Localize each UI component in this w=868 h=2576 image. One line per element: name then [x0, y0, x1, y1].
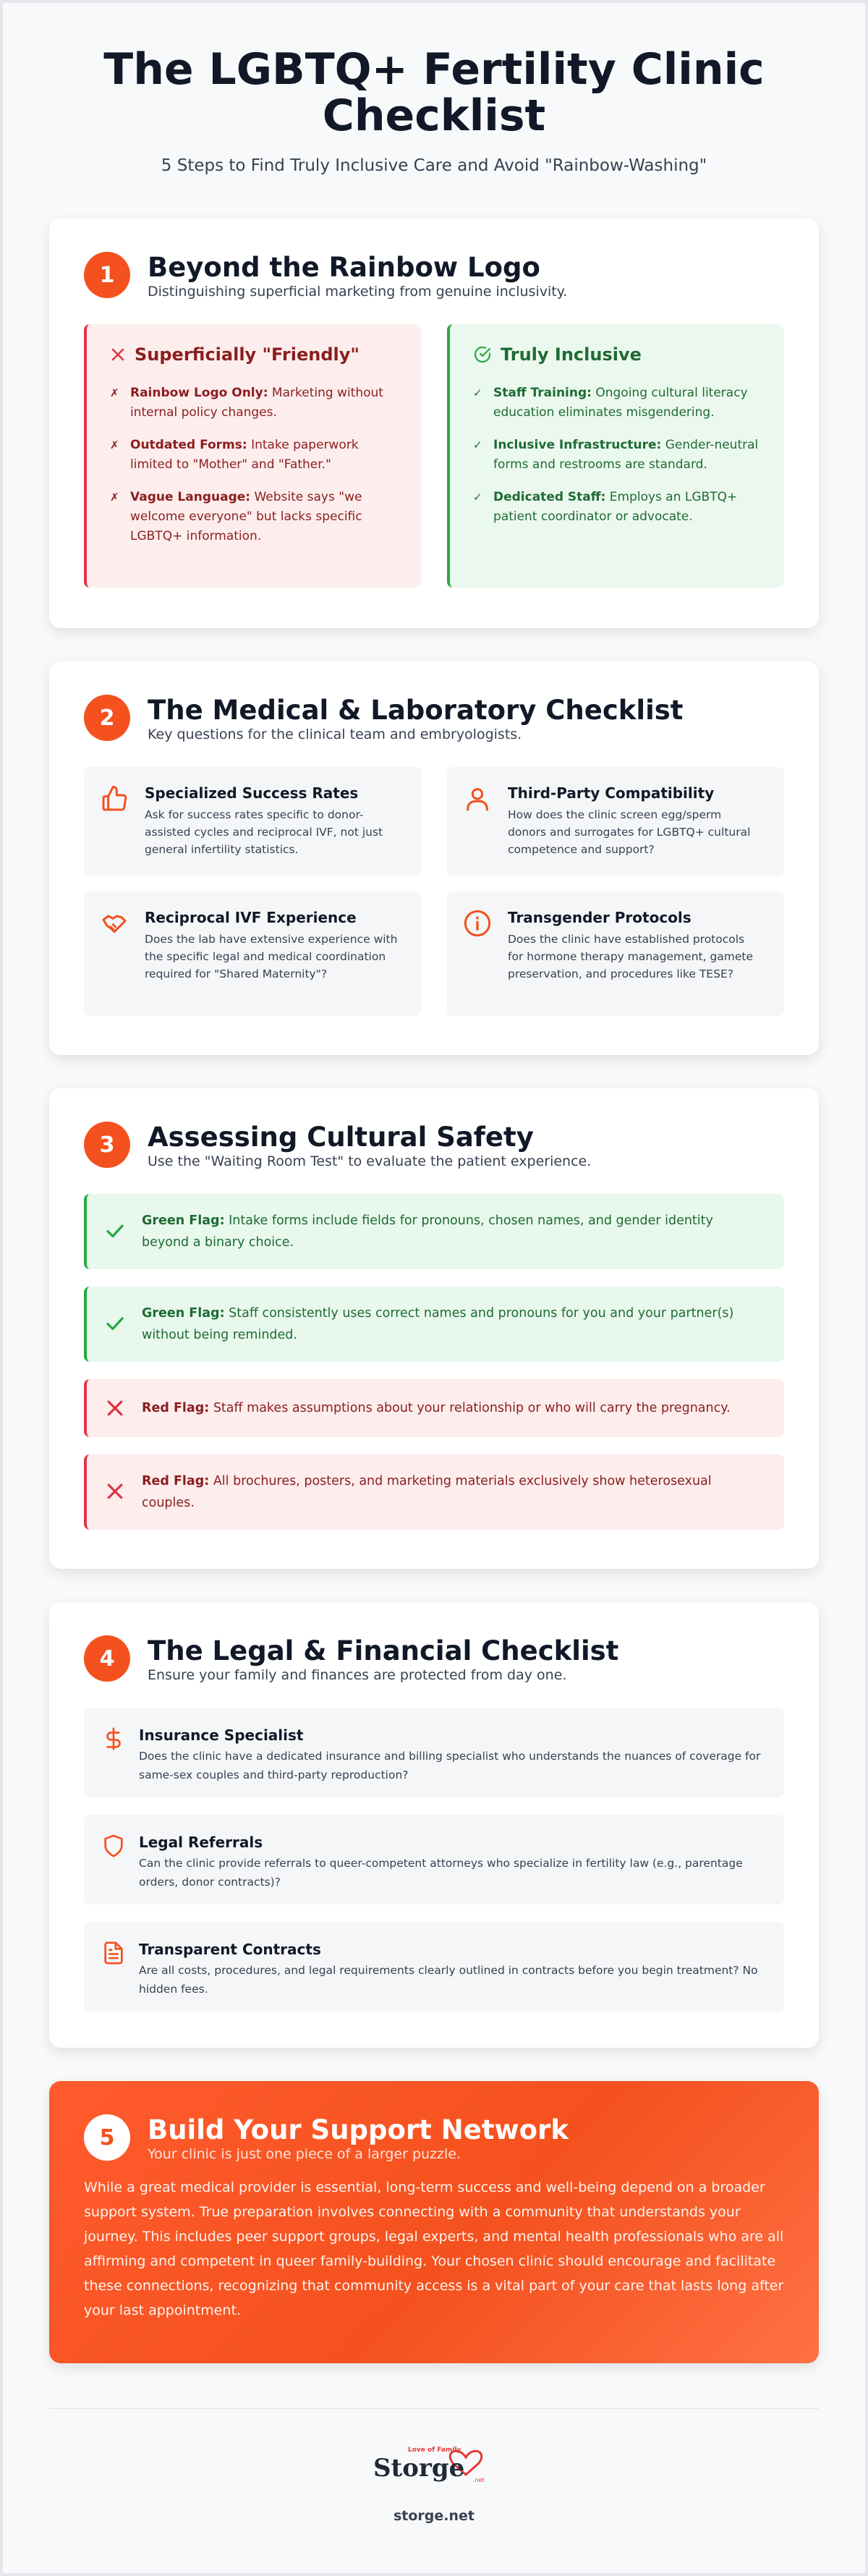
- list-item: [110, 488, 399, 546]
- storge-logo: [365, 2436, 509, 2494]
- flag-description: All brochures, posters, and marketing materials exclusively show heterosexual couples.: [142, 1474, 712, 1510]
- feature-text: Does the lab have extensive experience with the specific legal and medical coordination required for "Shared Maternity"?: [145, 933, 398, 980]
- flag-text: [142, 1210, 764, 1253]
- column-header: [473, 344, 642, 365]
- item-label: Outdated Forms:: [130, 438, 247, 452]
- flag-text: [142, 1302, 764, 1346]
- feature-text: Ask for success rates specific to donor-assisted cycles and reciprocal IVF, not just general infertility statistics.: [145, 808, 383, 856]
- section-title: Build Your Support Network: [148, 2114, 569, 2145]
- section-card-1: [49, 219, 819, 628]
- item-text: Gender-neutral forms and restrooms are standard.: [493, 438, 759, 472]
- logo-tagline: Love of Family: [408, 2446, 461, 2454]
- flag-description: Intake forms include fields for pronouns, chosen names, and gender identity beyond a binary choice.: [142, 1213, 713, 1250]
- list-item: [110, 436, 399, 475]
- red-flag-item: [84, 1379, 784, 1437]
- section-card-2: [49, 661, 819, 1055]
- flag-label: Red Flag:: [142, 1401, 210, 1415]
- section-subtitle: Distinguishing superficial marketing from genuine inclusivity.: [148, 284, 568, 300]
- section-card-5: [49, 2081, 819, 2363]
- item-text: Does the clinic have a dedicated insurance and billing specialist who understands the nuances of coverage for same-sex couples and third-party reproduction?: [139, 1750, 761, 1781]
- item-text: Are all costs, procedures, and legal requirements clearly outlined in contracts before you begin treatment? No hidden fees.: [139, 1964, 758, 1996]
- bad-list: [110, 384, 399, 559]
- list-item: [473, 436, 762, 475]
- inclusive-column: [447, 324, 784, 588]
- x-icon: [110, 347, 126, 363]
- item-label: Dedicated Staff:: [493, 490, 606, 504]
- checklist-item: [84, 1708, 784, 1797]
- item-text: Marketing without internal policy changes.: [130, 386, 383, 420]
- green-flag-item: [84, 1287, 784, 1362]
- item-label: Inclusive Infrastructure:: [493, 438, 662, 452]
- check-icon: [104, 1313, 126, 1334]
- flag-label: Green Flag:: [142, 1213, 225, 1228]
- column-header: [110, 344, 359, 365]
- checklist-item: [84, 1922, 784, 2012]
- step-number-badge: 5: [84, 2114, 130, 2161]
- support-network-body: While a great medical provider is essential, long-term success and well-being depend on a broader support system. True preparation involves connecting with a community that understands your journey. This includes peer support groups, legal experts, and mental health professionals who are all affirming and competent in queer family-building. Your chosen clinic should encourage and facilitate these connections, recognizing that community access is a vital part of your care that lasts long after your last appointment.: [84, 2179, 784, 2318]
- logo-wordmark: Storge: [373, 2454, 465, 2483]
- check-mark-icon: ✓: [473, 491, 482, 504]
- section-title: The Medical & Laboratory Checklist: [148, 695, 684, 726]
- item-text: Intake paperwork limited to "Mother" and "Father.": [130, 438, 359, 472]
- good-list: [473, 384, 762, 540]
- step-number-badge: 1: [84, 252, 130, 298]
- section-card-3: [49, 1088, 819, 1569]
- check-mark-icon: ✓: [473, 438, 482, 452]
- feature-text: How does the clinic screen egg/sperm donors and surrogates for LGBTQ+ cultural competence and support?: [508, 808, 751, 856]
- flag-text: [142, 1397, 764, 1419]
- section-title: Beyond the Rainbow Logo: [148, 252, 540, 283]
- footer-url[interactable]: storge.net: [393, 2508, 475, 2524]
- feature-card: [84, 767, 421, 876]
- green-flag-item: [84, 1194, 784, 1269]
- thumbs-up-icon: [100, 784, 129, 813]
- check-icon: [104, 1220, 126, 1242]
- cross-mark-icon: ✗: [110, 386, 119, 399]
- flag-description: Staff consistently uses correct names and pronouns for you and your partner(s) without being reminded.: [142, 1306, 734, 1342]
- page-title: The LGBTQ+ Fertility Clinic Checklist: [103, 44, 765, 141]
- check-circle-icon: [473, 345, 492, 364]
- check-mark-icon: ✓: [473, 386, 482, 399]
- item-label: Staff Training:: [493, 386, 592, 400]
- section-subtitle: Key questions for the clinical team and embryologists.: [148, 726, 522, 742]
- flag-label: Green Flag:: [142, 1306, 225, 1321]
- section-subtitle: Your clinic is just one piece of a larger puzzle.: [148, 2146, 461, 2162]
- step-number-badge: 3: [84, 1122, 130, 1168]
- header: [3, 3, 865, 175]
- superficial-column: [84, 324, 421, 588]
- x-icon: [104, 1397, 126, 1419]
- feature-title: Reciprocal IVF Experience: [145, 909, 357, 926]
- feature-text: Does the clinic have established protocols for hormone therapy management, gamete preservation, and procedures like TESE?: [508, 933, 754, 980]
- logo-suffix: .net: [473, 2477, 485, 2483]
- flag-text: [142, 1470, 764, 1514]
- list-item: [473, 384, 762, 423]
- item-title: Legal Referrals: [139, 1834, 263, 1851]
- item-text: Website says "we welcome everyone" but lacks specific LGBTQ+ information.: [130, 490, 362, 543]
- item-title: Transparent Contracts: [139, 1941, 321, 1958]
- item-label: Vague Language:: [130, 490, 251, 504]
- item-title: Insurance Specialist: [139, 1726, 304, 1744]
- item-text: Can the clinic provide referrals to queer-competent attorneys who specialize in fertility law (e.g., parentage orders, donor contracts)?: [139, 1857, 743, 1889]
- step-number-badge: 2: [84, 695, 130, 741]
- footer-divider: [49, 2408, 819, 2409]
- x-icon: [104, 1480, 126, 1502]
- section-title: Assessing Cultural Safety: [148, 1122, 534, 1153]
- item-text: Employs an LGBTQ+ patient coordinator or advocate.: [493, 490, 738, 524]
- column-title: Truly Inclusive: [501, 344, 642, 365]
- section-subtitle: Use the "Waiting Room Test" to evaluate the patient experience.: [148, 1153, 592, 1169]
- item-label: Rainbow Logo Only:: [130, 386, 268, 400]
- cross-mark-icon: ✗: [110, 438, 119, 452]
- feature-card: [447, 767, 784, 876]
- flag-description: Staff makes assumptions about your relationship or who will carry the pregnancy.: [209, 1401, 731, 1415]
- item-text: Ongoing cultural literacy education eliminates misgendering.: [493, 386, 748, 420]
- shield-icon: [101, 1834, 126, 1858]
- section-card-4: [49, 1602, 819, 2048]
- section-subtitle: Ensure your family and finances are protected from day one.: [148, 1667, 567, 1683]
- list-item: [110, 384, 399, 423]
- feature-title: Third-Party Compatibility: [508, 784, 715, 802]
- section-title: The Legal & Financial Checklist: [148, 1635, 619, 1666]
- handshake-icon: [100, 909, 129, 938]
- infographic-page: [3, 3, 865, 2573]
- step-number-badge: 4: [84, 1635, 130, 1682]
- dollar-icon: [101, 1726, 126, 1751]
- feature-card: [447, 891, 784, 1016]
- feature-card: [84, 891, 421, 1016]
- checklist-item: [84, 1815, 784, 1905]
- page-subtitle: 5 Steps to Find Truly Inclusive Care and Avoid "Rainbow-Washing": [161, 156, 707, 175]
- document-icon: [101, 1941, 126, 1965]
- flag-label: Red Flag:: [142, 1474, 210, 1488]
- list-item: [473, 488, 762, 527]
- feature-title: Specialized Success Rates: [145, 784, 359, 802]
- column-title: Superficially "Friendly": [135, 344, 359, 365]
- red-flag-item: [84, 1454, 784, 1530]
- cross-mark-icon: ✗: [110, 491, 119, 504]
- user-icon: [463, 784, 492, 813]
- feature-title: Transgender Protocols: [508, 909, 692, 926]
- info-icon: [463, 909, 492, 938]
